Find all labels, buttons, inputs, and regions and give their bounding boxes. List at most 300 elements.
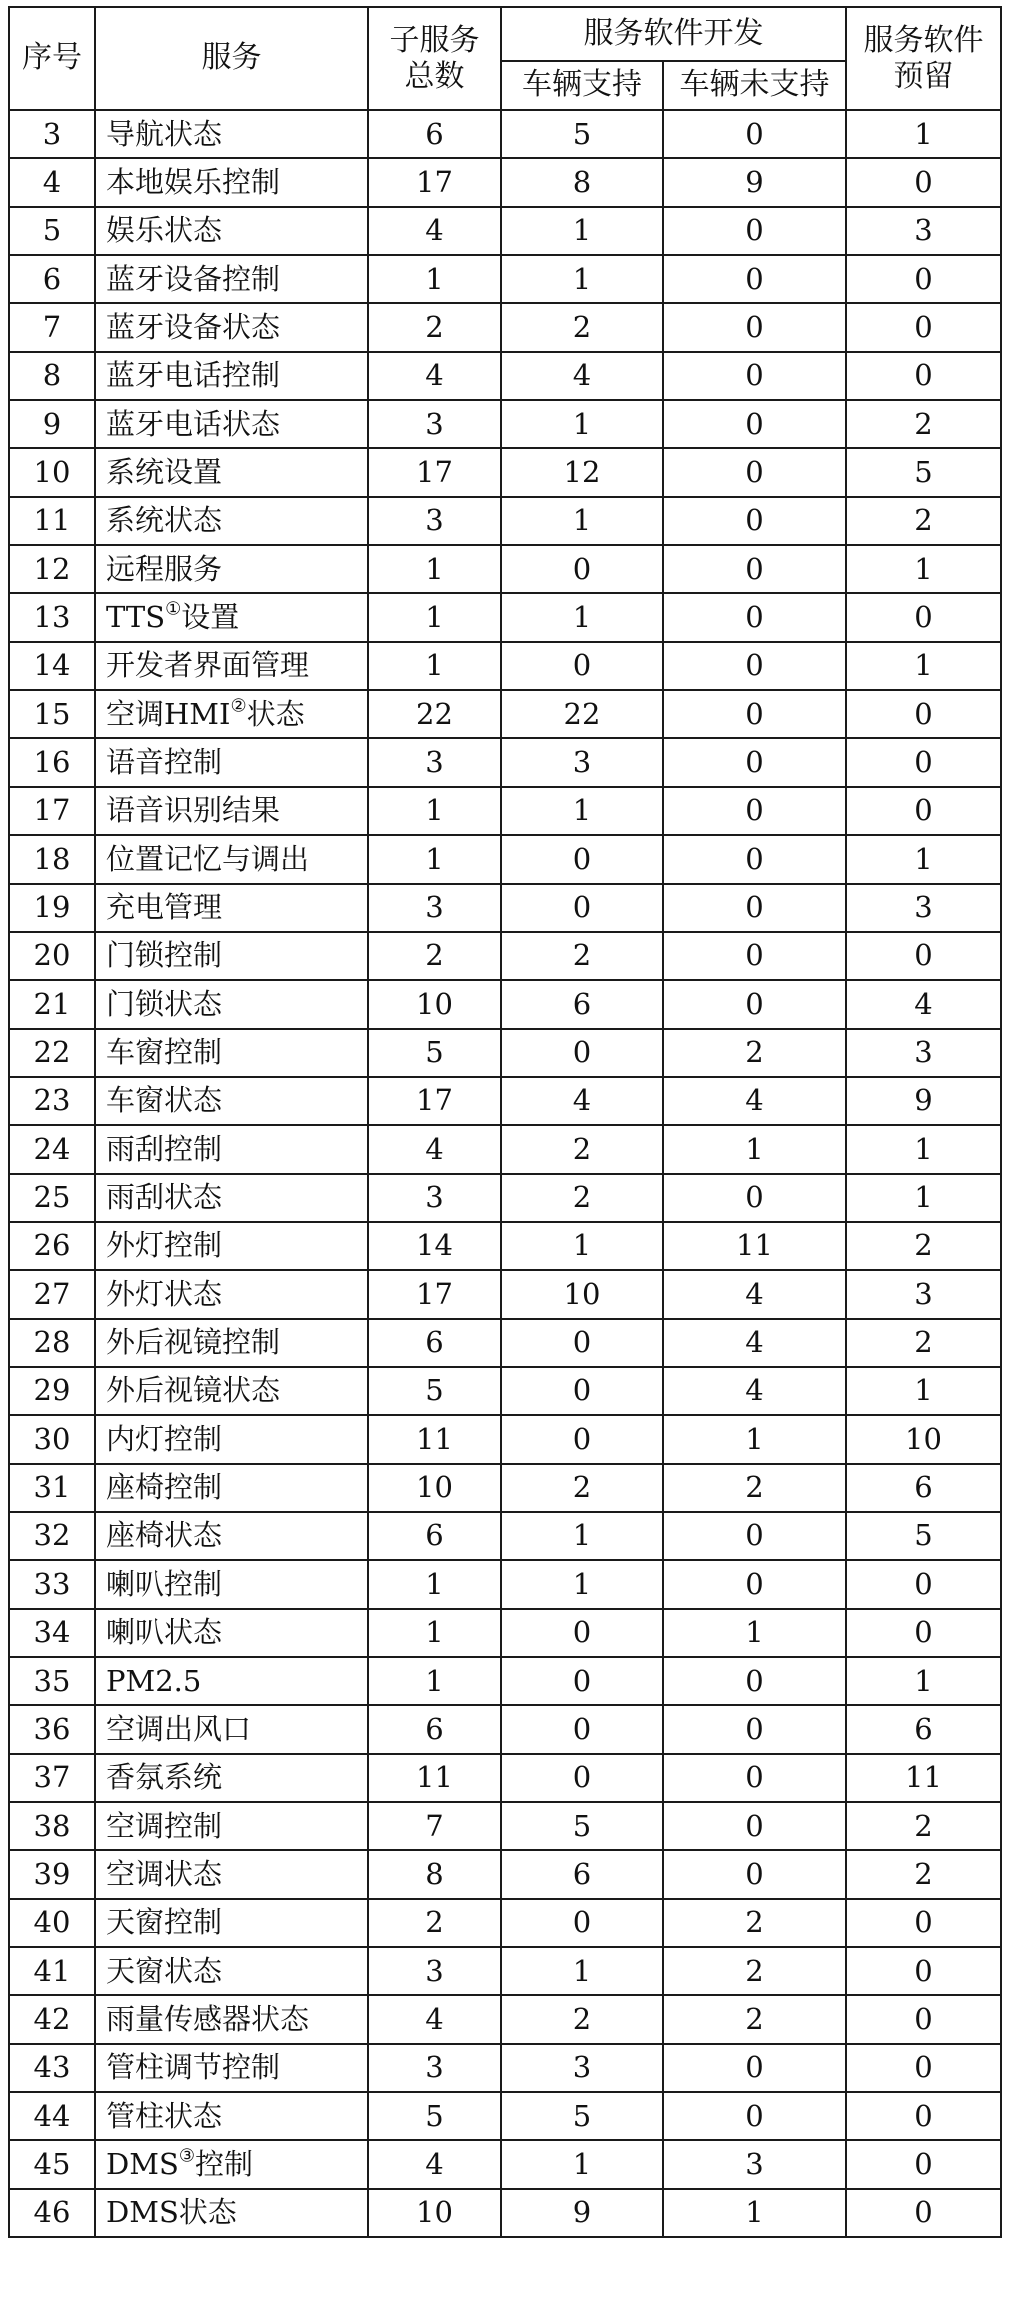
service-name: 外后视镜状态 <box>106 1373 281 1408</box>
service-name: 远程服务 <box>106 551 223 586</box>
cell-reserved: 0 <box>846 787 1001 835</box>
cell-service <box>95 255 368 303</box>
service-name: 空调出风口 <box>106 1711 252 1746</box>
cell-supported: 2 <box>501 932 663 980</box>
cell-reserved: 0 <box>846 1899 1001 1947</box>
cell-service <box>95 1029 368 1077</box>
cell-no: 19 <box>9 884 95 932</box>
cell-total: 3 <box>368 497 501 545</box>
cell-no: 10 <box>9 448 95 496</box>
table-row <box>9 207 1001 255</box>
cell-service <box>95 303 368 351</box>
service-name: 雨量传感器状态 <box>106 2001 310 2036</box>
cell-service <box>95 1657 368 1705</box>
cell-total: 3 <box>368 1174 501 1222</box>
cell-total: 3 <box>368 1947 501 1995</box>
cell-supported: 2 <box>501 1174 663 1222</box>
table-row <box>9 1899 1001 1947</box>
cell-reserved: 0 <box>846 932 1001 980</box>
service-name: 外后视镜控制 <box>106 1325 281 1360</box>
table-row <box>9 400 1001 448</box>
cell-supported: 5 <box>501 2092 663 2140</box>
cell-total: 2 <box>368 303 501 351</box>
cell-total: 4 <box>368 2140 501 2188</box>
service-name: DMS <box>106 2146 179 2181</box>
cell-service <box>95 1319 368 1367</box>
cell-reserved: 2 <box>846 400 1001 448</box>
cell-total: 1 <box>368 642 501 690</box>
cell-unsupported: 0 <box>663 593 846 641</box>
cell-total: 17 <box>368 448 501 496</box>
cell-service <box>95 932 368 980</box>
cell-service <box>95 545 368 593</box>
cell-no: 44 <box>9 2092 95 2140</box>
cell-no: 37 <box>9 1754 95 1802</box>
cell-supported: 1 <box>501 400 663 448</box>
cell-reserved: 9 <box>846 1077 1001 1125</box>
service-name: 娱乐状态 <box>106 213 223 248</box>
cell-supported: 1 <box>501 1222 663 1270</box>
service-name: 门锁控制 <box>106 938 223 973</box>
service-name-suffix: 设置 <box>181 599 240 634</box>
cell-unsupported: 4 <box>663 1367 846 1415</box>
cell-unsupported: 0 <box>663 1754 846 1802</box>
cell-total: 17 <box>368 158 501 206</box>
cell-reserved: 0 <box>846 593 1001 641</box>
cell-reserved: 0 <box>846 2044 1001 2092</box>
cell-unsupported: 0 <box>663 303 846 351</box>
table-body <box>9 110 1001 2237</box>
cell-unsupported: 2 <box>663 1464 846 1512</box>
cell-supported: 0 <box>501 1899 663 1947</box>
cell-unsupported: 0 <box>663 545 846 593</box>
cell-service <box>95 593 368 641</box>
cell-unsupported: 0 <box>663 1802 846 1850</box>
service-name: 外灯状态 <box>106 1276 223 1311</box>
cell-no: 7 <box>9 303 95 351</box>
cell-reserved: 3 <box>846 207 1001 255</box>
cell-service <box>95 1995 368 2043</box>
table-row <box>9 1222 1001 1270</box>
table-row <box>9 1657 1001 1705</box>
cell-service <box>95 158 368 206</box>
header-unsupported: 车辆未支持 <box>663 61 846 110</box>
cell-unsupported: 0 <box>663 642 846 690</box>
cell-supported: 1 <box>501 2140 663 2188</box>
table-row <box>9 1560 1001 1608</box>
table-row <box>9 255 1001 303</box>
service-name: 管柱调节控制 <box>106 2050 281 2085</box>
table-row <box>9 110 1001 158</box>
service-name: 空调状态 <box>106 1856 223 1891</box>
cell-unsupported: 1 <box>663 1609 846 1657</box>
cell-service <box>95 690 368 738</box>
cell-reserved: 0 <box>846 2140 1001 2188</box>
table-row <box>9 738 1001 786</box>
service-name: 空调HMI <box>106 696 231 731</box>
cell-unsupported: 0 <box>663 2092 846 2140</box>
cell-supported: 0 <box>501 1367 663 1415</box>
cell-reserved: 2 <box>846 1802 1001 1850</box>
cell-unsupported: 0 <box>663 787 846 835</box>
cell-total: 1 <box>368 545 501 593</box>
table-row <box>9 303 1001 351</box>
cell-no: 31 <box>9 1464 95 1512</box>
table-header <box>9 7 1001 110</box>
service-name: PM2.5 <box>106 1663 202 1698</box>
cell-supported: 0 <box>501 1609 663 1657</box>
cell-total: 1 <box>368 835 501 883</box>
cell-total: 3 <box>368 400 501 448</box>
cell-no: 38 <box>9 1802 95 1850</box>
header-reserved-line2: 预留 <box>893 58 954 94</box>
cell-unsupported: 0 <box>663 1850 846 1898</box>
cell-supported: 1 <box>501 1947 663 1995</box>
cell-reserved: 0 <box>846 1609 1001 1657</box>
service-name: 喇叭状态 <box>106 1615 223 1650</box>
cell-reserved: 4 <box>846 980 1001 1028</box>
service-name: 蓝牙设备状态 <box>106 309 281 344</box>
service-name: 蓝牙电话控制 <box>106 358 281 393</box>
cell-reserved: 1 <box>846 545 1001 593</box>
service-name: 门锁状态 <box>106 986 223 1021</box>
cell-total: 1 <box>368 1560 501 1608</box>
header-reserved-line1: 服务软件 <box>863 22 984 58</box>
table-row <box>9 352 1001 400</box>
cell-total: 5 <box>368 2092 501 2140</box>
cell-no: 42 <box>9 1995 95 2043</box>
table-row <box>9 1705 1001 1753</box>
header-total <box>368 7 501 110</box>
cell-reserved: 0 <box>846 352 1001 400</box>
service-name: 开发者界面管理 <box>106 648 310 683</box>
table-row <box>9 1029 1001 1077</box>
cell-service <box>95 1125 368 1173</box>
cell-supported: 0 <box>501 1705 663 1753</box>
cell-service <box>95 1947 368 1995</box>
cell-total: 22 <box>368 690 501 738</box>
cell-service <box>95 787 368 835</box>
cell-service <box>95 2092 368 2140</box>
cell-total: 5 <box>368 1029 501 1077</box>
cell-service <box>95 1560 368 1608</box>
cell-supported: 5 <box>501 110 663 158</box>
cell-supported: 1 <box>501 255 663 303</box>
cell-reserved: 2 <box>846 1850 1001 1898</box>
cell-unsupported: 0 <box>663 932 846 980</box>
service-name: 座椅控制 <box>106 1470 223 1505</box>
cell-unsupported: 0 <box>663 448 846 496</box>
cell-supported: 1 <box>501 497 663 545</box>
table-row <box>9 1125 1001 1173</box>
cell-reserved: 2 <box>846 1319 1001 1367</box>
service-name: 车窗状态 <box>106 1083 223 1118</box>
table-row <box>9 2189 1001 2237</box>
cell-supported: 1 <box>501 207 663 255</box>
cell-total: 1 <box>368 1609 501 1657</box>
cell-unsupported: 2 <box>663 1899 846 1947</box>
cell-no: 4 <box>9 158 95 206</box>
service-name: 外灯控制 <box>106 1228 223 1263</box>
cell-reserved: 1 <box>846 110 1001 158</box>
table-row <box>9 1464 1001 1512</box>
cell-supported: 1 <box>501 593 663 641</box>
table-row <box>9 1995 1001 2043</box>
cell-reserved: 1 <box>846 1125 1001 1173</box>
table-row <box>9 1270 1001 1318</box>
table-row <box>9 1802 1001 1850</box>
table-row <box>9 1174 1001 1222</box>
cell-service <box>95 1367 368 1415</box>
service-name: 天窗控制 <box>106 1905 223 1940</box>
cell-supported: 0 <box>501 1029 663 1077</box>
cell-no: 27 <box>9 1270 95 1318</box>
cell-service <box>95 1802 368 1850</box>
service-name: 位置记忆与调出 <box>106 841 310 876</box>
cell-supported: 0 <box>501 545 663 593</box>
cell-unsupported: 0 <box>663 2044 846 2092</box>
cell-total: 6 <box>368 110 501 158</box>
cell-no: 16 <box>9 738 95 786</box>
cell-service <box>95 1754 368 1802</box>
service-name: 天窗状态 <box>106 1953 223 1988</box>
cell-total: 3 <box>368 2044 501 2092</box>
service-name: 喇叭控制 <box>106 1566 223 1601</box>
cell-service <box>95 2044 368 2092</box>
table-row <box>9 1850 1001 1898</box>
cell-unsupported: 0 <box>663 497 846 545</box>
cell-reserved: 1 <box>846 1367 1001 1415</box>
cell-unsupported: 1 <box>663 1415 846 1463</box>
service-name: 内灯控制 <box>106 1421 223 1456</box>
cell-total: 4 <box>368 207 501 255</box>
cell-unsupported: 0 <box>663 400 846 448</box>
cell-supported: 2 <box>501 1464 663 1512</box>
cell-unsupported: 0 <box>663 835 846 883</box>
cell-total: 17 <box>368 1270 501 1318</box>
cell-reserved: 0 <box>846 2092 1001 2140</box>
cell-unsupported: 0 <box>663 738 846 786</box>
cell-reserved: 1 <box>846 1657 1001 1705</box>
cell-no: 32 <box>9 1512 95 1560</box>
table-row <box>9 1754 1001 1802</box>
cell-supported: 0 <box>501 884 663 932</box>
cell-total: 1 <box>368 1657 501 1705</box>
table-row <box>9 1947 1001 1995</box>
cell-total: 4 <box>368 1125 501 1173</box>
service-name: 雨刮控制 <box>106 1131 223 1166</box>
cell-reserved: 2 <box>846 497 1001 545</box>
cell-unsupported: 4 <box>663 1319 846 1367</box>
cell-unsupported: 0 <box>663 980 846 1028</box>
cell-reserved: 1 <box>846 835 1001 883</box>
cell-supported: 3 <box>501 738 663 786</box>
cell-supported: 0 <box>501 1319 663 1367</box>
table-row <box>9 1512 1001 1560</box>
cell-unsupported: 4 <box>663 1270 846 1318</box>
header-supported: 车辆支持 <box>501 61 663 110</box>
cell-reserved: 0 <box>846 303 1001 351</box>
cell-unsupported: 2 <box>663 1029 846 1077</box>
header-total-line1: 子服务 <box>389 22 480 58</box>
cell-unsupported: 0 <box>663 352 846 400</box>
cell-total: 11 <box>368 1415 501 1463</box>
cell-reserved: 0 <box>846 255 1001 303</box>
cell-unsupported: 0 <box>663 110 846 158</box>
cell-reserved: 3 <box>846 1270 1001 1318</box>
table-row <box>9 1367 1001 1415</box>
service-name: DMS状态 <box>106 2195 237 2230</box>
cell-supported: 1 <box>501 787 663 835</box>
cell-service <box>95 110 368 158</box>
cell-total: 1 <box>368 787 501 835</box>
service-name: 管柱状态 <box>106 2098 223 2133</box>
cell-service <box>95 642 368 690</box>
cell-supported: 1 <box>501 1560 663 1608</box>
cell-no: 15 <box>9 690 95 738</box>
cell-reserved: 5 <box>846 1512 1001 1560</box>
cell-unsupported: 11 <box>663 1222 846 1270</box>
table-row <box>9 932 1001 980</box>
cell-unsupported: 3 <box>663 2140 846 2188</box>
cell-no: 28 <box>9 1319 95 1367</box>
table-row <box>9 2140 1001 2188</box>
cell-total: 7 <box>368 1802 501 1850</box>
table-row <box>9 787 1001 835</box>
cell-total: 5 <box>368 1367 501 1415</box>
cell-no: 9 <box>9 400 95 448</box>
cell-supported: 2 <box>501 1125 663 1173</box>
cell-total: 6 <box>368 1512 501 1560</box>
cell-supported: 2 <box>501 1995 663 2043</box>
cell-no: 46 <box>9 2189 95 2237</box>
cell-no: 11 <box>9 497 95 545</box>
cell-reserved: 6 <box>846 1464 1001 1512</box>
cell-service <box>95 1464 368 1512</box>
cell-supported: 6 <box>501 1850 663 1898</box>
service-name: 语音控制 <box>106 744 223 779</box>
cell-no: 21 <box>9 980 95 1028</box>
cell-total: 10 <box>368 980 501 1028</box>
cell-service <box>95 884 368 932</box>
table-row <box>9 1319 1001 1367</box>
service-name-suffix: 状态 <box>246 696 305 731</box>
header-reserved <box>846 7 1001 110</box>
cell-supported: 4 <box>501 352 663 400</box>
cell-supported: 0 <box>501 1415 663 1463</box>
cell-total: 1 <box>368 593 501 641</box>
cell-no: 23 <box>9 1077 95 1125</box>
cell-supported: 5 <box>501 1802 663 1850</box>
cell-service <box>95 207 368 255</box>
cell-no: 3 <box>9 110 95 158</box>
header-total-line2: 总数 <box>404 58 465 94</box>
cell-total: 2 <box>368 1899 501 1947</box>
cell-reserved: 2 <box>846 1222 1001 1270</box>
cell-total: 1 <box>368 255 501 303</box>
cell-no: 36 <box>9 1705 95 1753</box>
cell-total: 3 <box>368 738 501 786</box>
cell-supported: 0 <box>501 835 663 883</box>
cell-reserved: 0 <box>846 738 1001 786</box>
cell-reserved: 5 <box>846 448 1001 496</box>
cell-no: 6 <box>9 255 95 303</box>
service-name: TTS <box>106 599 166 634</box>
cell-reserved: 10 <box>846 1415 1001 1463</box>
cell-reserved: 1 <box>846 1174 1001 1222</box>
cell-service <box>95 980 368 1028</box>
table-row <box>9 497 1001 545</box>
footnote-marker: ② <box>230 695 247 717</box>
cell-reserved: 0 <box>846 1560 1001 1608</box>
cell-no: 34 <box>9 1609 95 1657</box>
cell-no: 20 <box>9 932 95 980</box>
cell-unsupported: 0 <box>663 1560 846 1608</box>
cell-service <box>95 2189 368 2237</box>
header-no: 序号 <box>9 7 95 110</box>
cell-service <box>95 1705 368 1753</box>
cell-total: 10 <box>368 1464 501 1512</box>
cell-service <box>95 400 368 448</box>
table-row <box>9 1415 1001 1463</box>
table-row <box>9 2044 1001 2092</box>
table-row <box>9 835 1001 883</box>
table-row <box>9 980 1001 1028</box>
cell-no: 40 <box>9 1899 95 1947</box>
cell-service <box>95 1512 368 1560</box>
cell-service <box>95 1415 368 1463</box>
table-row <box>9 448 1001 496</box>
cell-supported: 10 <box>501 1270 663 1318</box>
cell-service <box>95 2140 368 2188</box>
cell-no: 8 <box>9 352 95 400</box>
cell-reserved: 11 <box>846 1754 1001 1802</box>
header-service: 服务 <box>95 7 368 110</box>
footnote-marker: ③ <box>178 2145 195 2167</box>
cell-reserved: 0 <box>846 1995 1001 2043</box>
cell-service <box>95 497 368 545</box>
cell-total: 2 <box>368 932 501 980</box>
service-name: 蓝牙电话状态 <box>106 406 281 441</box>
cell-supported: 2 <box>501 303 663 351</box>
cell-no: 35 <box>9 1657 95 1705</box>
cell-no: 14 <box>9 642 95 690</box>
table-row <box>9 642 1001 690</box>
cell-total: 11 <box>368 1754 501 1802</box>
cell-no: 25 <box>9 1174 95 1222</box>
cell-service <box>95 1609 368 1657</box>
service-name: 香氛系统 <box>106 1760 223 1795</box>
cell-unsupported: 2 <box>663 1947 846 1995</box>
cell-total: 4 <box>368 1995 501 2043</box>
cell-unsupported: 0 <box>663 207 846 255</box>
cell-reserved: 1 <box>846 642 1001 690</box>
cell-total: 17 <box>368 1077 501 1125</box>
cell-no: 39 <box>9 1850 95 1898</box>
cell-service <box>95 352 368 400</box>
cell-reserved: 0 <box>846 690 1001 738</box>
service-name: 本地娱乐控制 <box>106 164 281 199</box>
cell-no: 24 <box>9 1125 95 1173</box>
cell-supported: 22 <box>501 690 663 738</box>
cell-no: 12 <box>9 545 95 593</box>
cell-no: 30 <box>9 1415 95 1463</box>
cell-total: 6 <box>368 1705 501 1753</box>
table-row <box>9 884 1001 932</box>
cell-no: 41 <box>9 1947 95 1995</box>
cell-supported: 3 <box>501 2044 663 2092</box>
service-name: 蓝牙设备控制 <box>106 261 281 296</box>
